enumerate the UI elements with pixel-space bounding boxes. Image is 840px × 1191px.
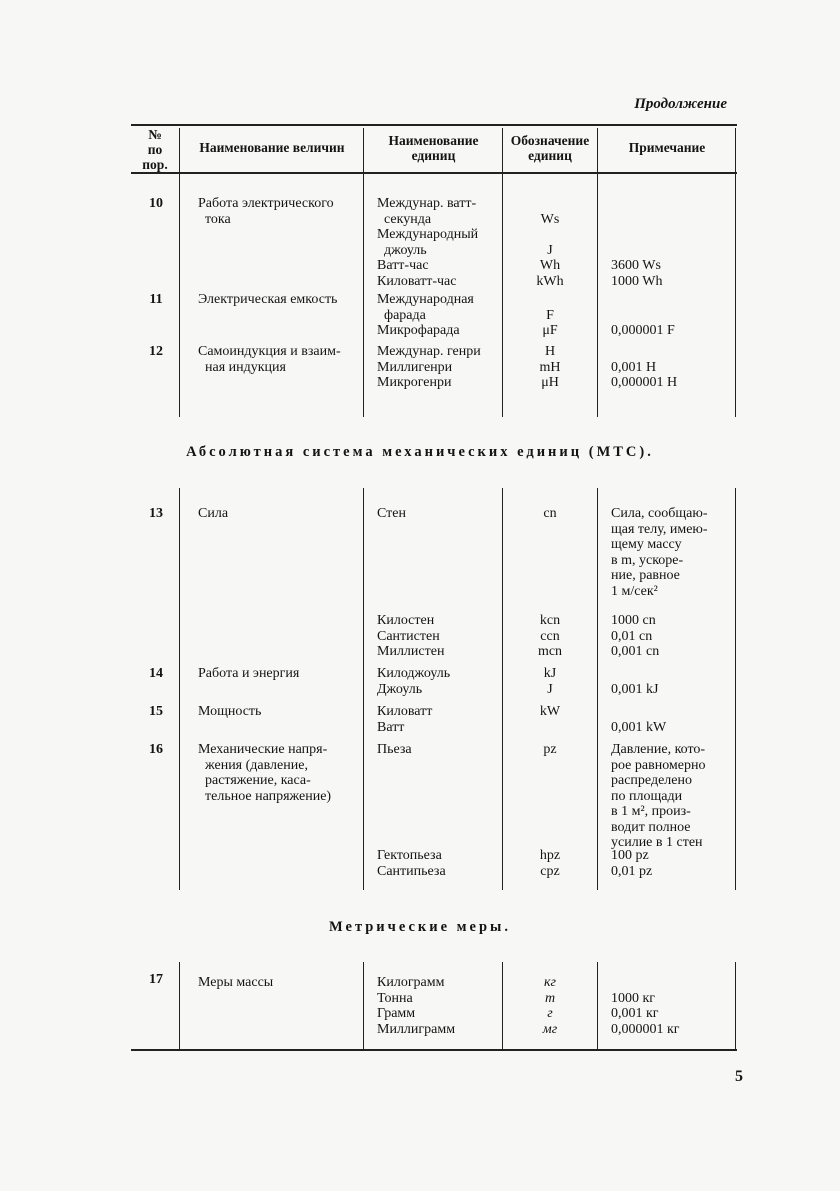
note: 1000 cn 0,01 cn 0,001 cn <box>611 613 660 659</box>
page-number: 5 <box>735 1068 743 1085</box>
unit-symbol: kcn ccn mcn <box>537 613 563 659</box>
unit-symbol: F μF <box>542 307 558 338</box>
quantity-name: Мощность <box>198 704 262 719</box>
col-rule <box>597 488 598 890</box>
quantity-name: Работа и энергия <box>198 666 300 681</box>
unit-name: Междунар. генри Миллигенри Микрогенри <box>377 344 481 390</box>
col-rule <box>597 128 598 417</box>
quantity-name: Меры массы <box>198 975 274 990</box>
section-title-metric: Метрические меры. <box>329 919 511 935</box>
section-title-mts: Абсолютная система механических единиц (МТС). <box>186 444 654 460</box>
unit-symbol: кг m г мг <box>542 975 558 1037</box>
unit-name: Килоджоуль Джоуль <box>377 666 451 697</box>
table-top-rule <box>131 124 737 126</box>
unit-name: Гектопьеза Сантипьеза <box>377 848 446 879</box>
row-number: 13 <box>149 506 163 521</box>
note: 0,001 kW <box>611 719 667 735</box>
unit-name: Международная фарада Микрофарада <box>377 292 474 338</box>
header-col-symbol: Обозначение единиц <box>510 133 590 163</box>
col-rule <box>735 128 736 417</box>
row-number: 14 <box>149 666 163 681</box>
row-number: 12 <box>149 344 163 359</box>
unit-name: Киловатт Ватт <box>377 704 433 735</box>
note: 0,001 kJ <box>611 681 659 697</box>
header-col-note: Примечание <box>628 140 706 155</box>
row-number: 11 <box>149 292 163 307</box>
quantity-name: Сила <box>198 506 229 521</box>
note: 0,001 H 0,000001 H <box>611 359 678 390</box>
col-rule <box>735 962 736 1050</box>
header-col-quantity: Наименование величин <box>199 140 345 155</box>
quantity-name: Самоиндукция и взаим- ная индукция <box>198 344 341 375</box>
unit-symbol: pz <box>543 742 557 757</box>
col-rule <box>363 962 364 1050</box>
col-rule <box>179 962 180 1050</box>
row-number: 17 <box>149 972 163 987</box>
row-number: 16 <box>149 742 163 757</box>
table-bottom-rule <box>131 1049 737 1051</box>
col-rule <box>179 128 180 417</box>
col-rule <box>597 962 598 1050</box>
unit-name: Пьеза <box>377 742 412 757</box>
header-col-unit: Наименование единиц <box>388 133 479 163</box>
quantity-name: Электрическая емкость <box>198 292 338 307</box>
col-rule <box>179 488 180 890</box>
note: 1000 кг 0,001 кг 0,000001 кг <box>611 990 680 1037</box>
unit-name: Килостен Сантистен Миллистен <box>377 613 445 659</box>
unit-symbol: hpz cpz <box>539 848 561 879</box>
unit-symbol: kW <box>539 704 561 719</box>
note: 0,000001 F <box>611 323 675 338</box>
row-number: 15 <box>149 704 163 719</box>
quantity-name: Механические напря- жения (давление, растяжение, каса- тельное напряжение) <box>198 742 332 804</box>
unit-name: Килограмм Тонна Грамм Миллиграмм <box>377 975 456 1037</box>
col-rule <box>735 488 736 890</box>
note: 3600 Ws 1000 Wh <box>611 258 663 289</box>
quantity-name: Работа электрического тока <box>198 196 334 227</box>
col-rule <box>363 488 364 890</box>
note: Давление, кото- рое равномерно распределено по площади в 1 м², произ- водит полное усилие в 1 стен <box>611 742 706 850</box>
header-bottom-rule <box>131 172 737 174</box>
unit-symbol: kJ J <box>543 666 557 697</box>
col-rule <box>363 128 364 417</box>
unit-symbol: Ws J Wh kWh <box>536 211 564 289</box>
row-number: 10 <box>149 196 163 211</box>
note: Сила, сообщаю- щая телу, имею- щему массу в m, ускоре- ние, равное 1 м/сек² <box>611 506 708 599</box>
unit-symbol: cn <box>543 506 557 521</box>
unit-symbol: H mH μH <box>539 344 561 390</box>
header-col-no: № по пор. <box>142 127 168 172</box>
note: 100 pz 0,01 pz <box>611 848 653 879</box>
unit-name: Междунар. ватт- секунда Международный джоуль Ватт-час Киловатт-час <box>377 196 479 289</box>
continued-label: Продолжение <box>634 96 727 112</box>
unit-name: Стен <box>377 506 406 521</box>
